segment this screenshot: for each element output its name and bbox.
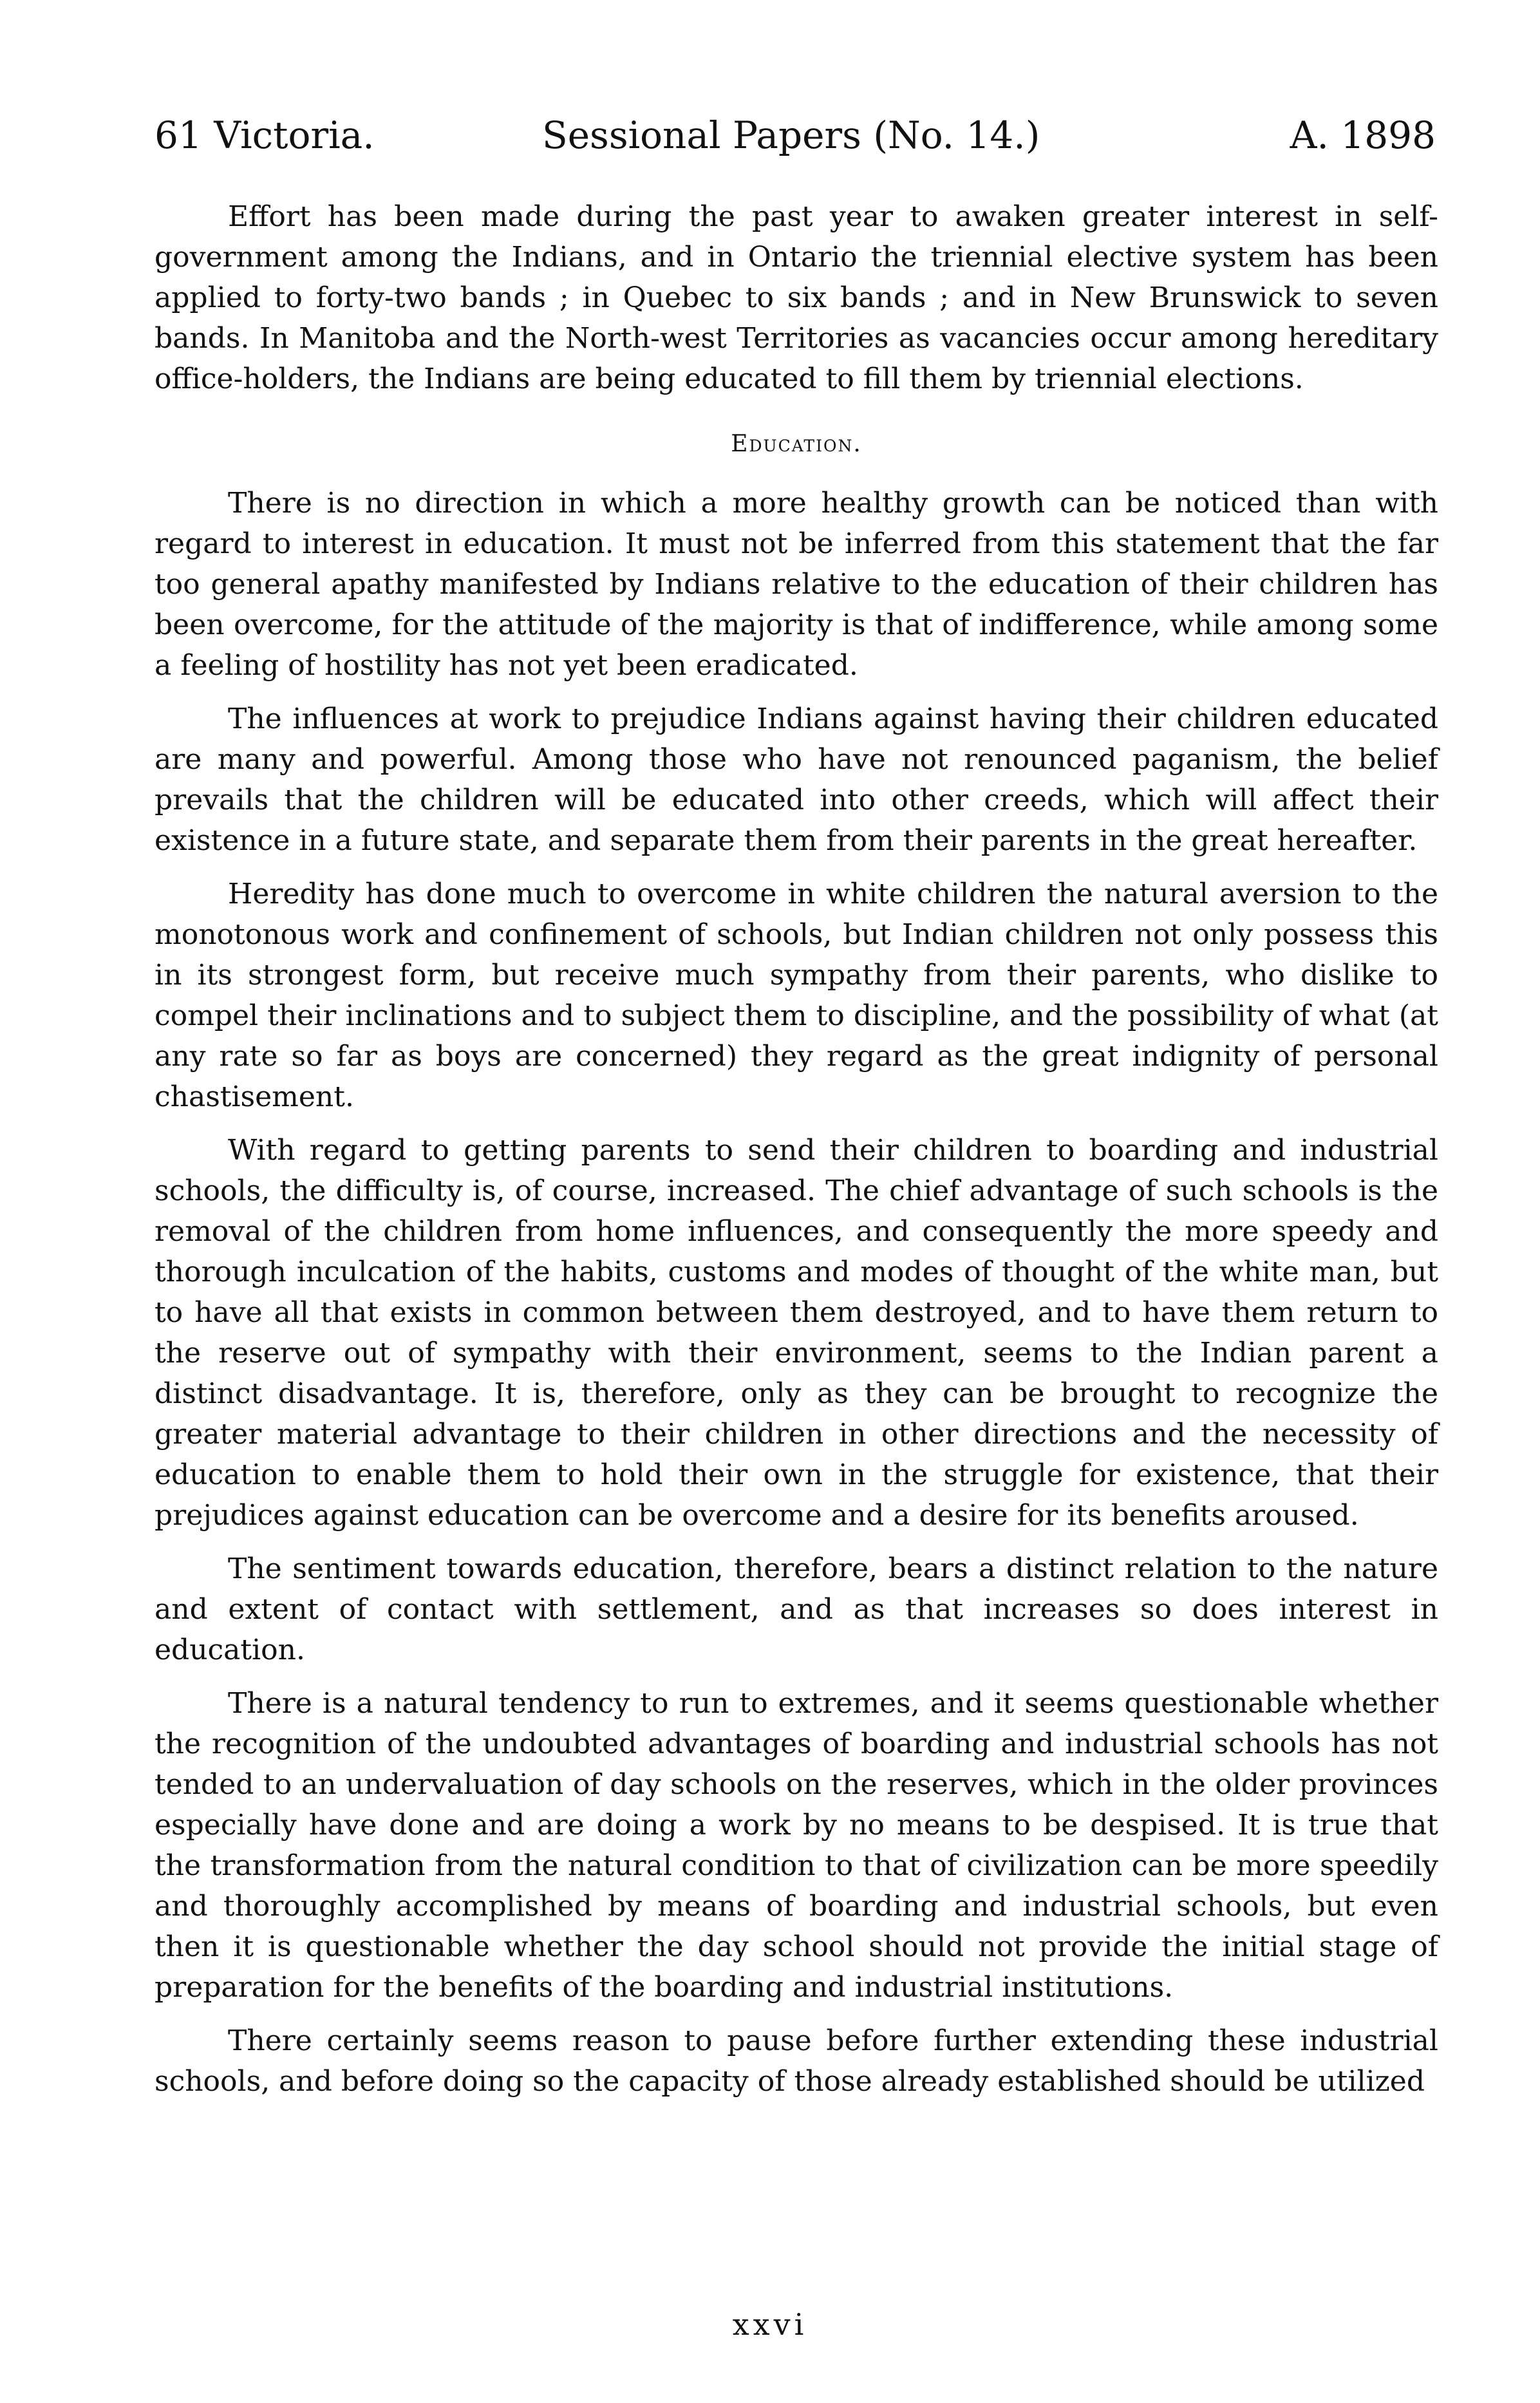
page-header [155,109,1436,161]
paragraph-sentiment: The sentiment towards education, therefore, bears a distinct relation to the nature and extent of contact with settlement, and as that increases so does interest in education. [155,1552,1438,1666]
paragraph-extremes: There is a natural tendency to run to extremes, and it seems questionable whether the recognition of the undoubted advantages of boarding and industrial schools has not tended to an undervaluation of day schools on the reserves, which in the older provinces especially have done and are doing a work by no means to be despised. It is true that the transformation from the natural condition to that of civilization can be more speedily and thoroughly accomplished by means of boarding and industrial schools, but even then it is questionable whether the day school should not provide the initial stage of preparation for the benefits of the boarding and industrial institutions. [155,1687,1438,2004]
page-number: xxvi [732,2307,808,2342]
header-title: Sessional Papers (No. 14.) [542,113,1040,157]
paragraph-boarding-schools: With regard to getting parents to send their children to boarding and industrial schools, the difficulty is, of course, increased. The chief advantage of such schools is the removal of the children from home influences, and consequently the more speedy and thorough inculcation of the habits, customs and modes of thought of the white man, but to have all that exists in common between them destroyed, and to have them return to the reserve out of sympathy with their environment, seems to the Indian parent a distinct disadvantage. It is, therefore, only as they can be brought to recognize the greater material advantage to their children in other directions and the necessity of education to enable them to hold their own in the struggle for existence, that their prejudices against education can be overcome and a desire for its benefits aroused. [155,1134,1438,1532]
header-year: A. 1898 [1290,113,1436,157]
paragraph-education-growth: There is no direction in which a more healthy growth can be noticed than with regard to interest in education. It must not be inferred from this statement that the far too general apathy manifested by Indians relative to the education of their children has been overcome, for the attitude of the majority is that of indifference, while among some a feeling of hostility has not yet been eradicated. [155,487,1438,682]
paragraph-pause: There certainly seems reason to pause before further extending these industrial schools, and before doing so the capacity of those already established should be utilized [155,2024,1438,2098]
section-heading-education: Education. [731,431,862,457]
paragraph-self-government: Effort has been made during the past year to awaken greater interest in self-government among the Indians, and in Ontario the triennial elective system has been applied to forty-two bands ; in Quebec to six bands ; and in New Brunswick to seven bands. In Manitoba and the North-west Territories as vacancies occur among hereditary office-holders, the Indians are being educated to fill them by triennial elections. [155,200,1438,395]
paragraph-influences: The influences at work to prejudice Indians against having their children educated are many and powerful. Among those who have not renounced paganism, the belief prevails that the children will be educated into other creeds, which will affect their existence in a future state, and separate them from their parents in the great hereafter. [155,702,1438,857]
paragraph-heredity: Heredity has done much to overcome in white children the natural aversion to the monotonous work and confinement of schools, but Indian children not only possess this in its strongest form, but receive much sympathy from their parents, who dislike to compel their inclinations and to subject them to discipline, and the possibility of what (at any rate so far as boys are concerned) they regard as the great indignity of personal chastisement. [155,878,1438,1113]
body-text [155,187,1438,2115]
header-volume: 61 Victoria. [155,113,375,157]
